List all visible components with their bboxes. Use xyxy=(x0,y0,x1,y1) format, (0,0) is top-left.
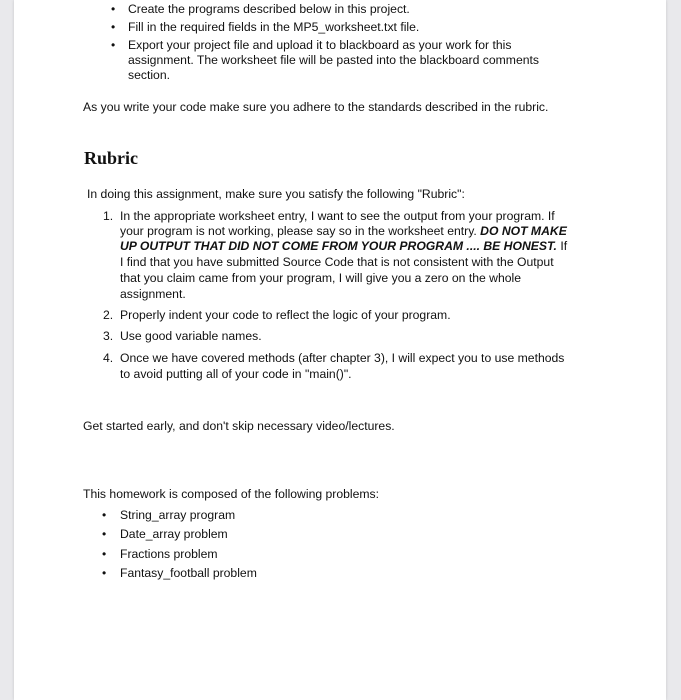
emphasis-text: UP OUTPUT THAT DID NOT COME FROM YOUR PROGRAM .... BE HONEST. xyxy=(120,239,557,253)
rubric-item1-line6: assignment. xyxy=(120,287,186,301)
list-item: String_array program xyxy=(120,508,236,522)
bullet-dot: • xyxy=(102,547,107,561)
bullet-text-create: Create the programs described below in this project. xyxy=(128,2,410,16)
rubric-item1-line1: In the appropriate worksheet entry, I want to see the output from your program. If xyxy=(120,209,555,223)
rubric-item-number: 2. xyxy=(103,308,114,322)
rubric-item-number: 3. xyxy=(103,329,114,343)
rubric-intro: In doing this assignment, make sure you satisfy the following "Rubric": xyxy=(87,187,465,201)
rubric-item-number: 1. xyxy=(103,209,114,223)
rubric-item3-text: Use good variable names. xyxy=(120,329,262,343)
rubric-item-number: 4. xyxy=(103,351,114,365)
bullet-dot: • xyxy=(111,20,116,34)
emphasis-text: DO NOT MAKE xyxy=(480,224,567,238)
bullet-dot: • xyxy=(102,527,107,541)
bullet-dot: • xyxy=(102,508,107,522)
rubric-item1-line3: UP OUTPUT THAT DID NOT COME FROM YOUR PROGRAM .... BE HONEST. If xyxy=(120,239,568,253)
bullet-dot: • xyxy=(102,566,107,580)
bullet-dot: • xyxy=(111,38,116,52)
bullet-text-export-line2: assignment. The worksheet file will be pasted into the blackboard comments xyxy=(128,53,539,67)
list-item: Fractions problem xyxy=(120,547,218,561)
list-item: Fantasy_football problem xyxy=(120,566,257,580)
advice-text: Get started early, and don't skip necessary video/lectures. xyxy=(83,419,395,433)
bullet-text-export-line1: Export your project file and upload it to blackboard as your work for this xyxy=(128,38,512,52)
problems-intro: This homework is composed of the following problems: xyxy=(83,487,380,501)
rubric-item1-line5: that you claim came from your program, I will give you a zero on the whole xyxy=(120,271,522,285)
rubric-item1-line4: I find that you have submitted Source Code that is not consistent with the Output xyxy=(120,255,554,269)
rubric-heading: Rubric xyxy=(84,148,138,168)
rubric-item1-line2: your program is not working, please say so in the worksheet entry. DO NOT MAKE xyxy=(120,224,567,238)
rubric-item2-text: Properly indent your code to reflect the logic of your program. xyxy=(120,308,451,322)
list-item: Date_array problem xyxy=(120,527,228,541)
bullet-text-fill: Fill in the required fields in the MP5_worksheet.txt file. xyxy=(128,20,420,34)
bullet-dot: • xyxy=(111,2,116,16)
standards-note: As you write your code make sure you adhere to the standards described in the rubric. xyxy=(83,100,549,114)
bullet-text-export-line3: section. xyxy=(128,68,171,82)
rubric-item4-line2: to avoid putting all of your code in "main()". xyxy=(120,367,352,381)
rubric-item4-line1: Once we have covered methods (after chapter 3), I will expect you to use methods xyxy=(120,351,565,365)
